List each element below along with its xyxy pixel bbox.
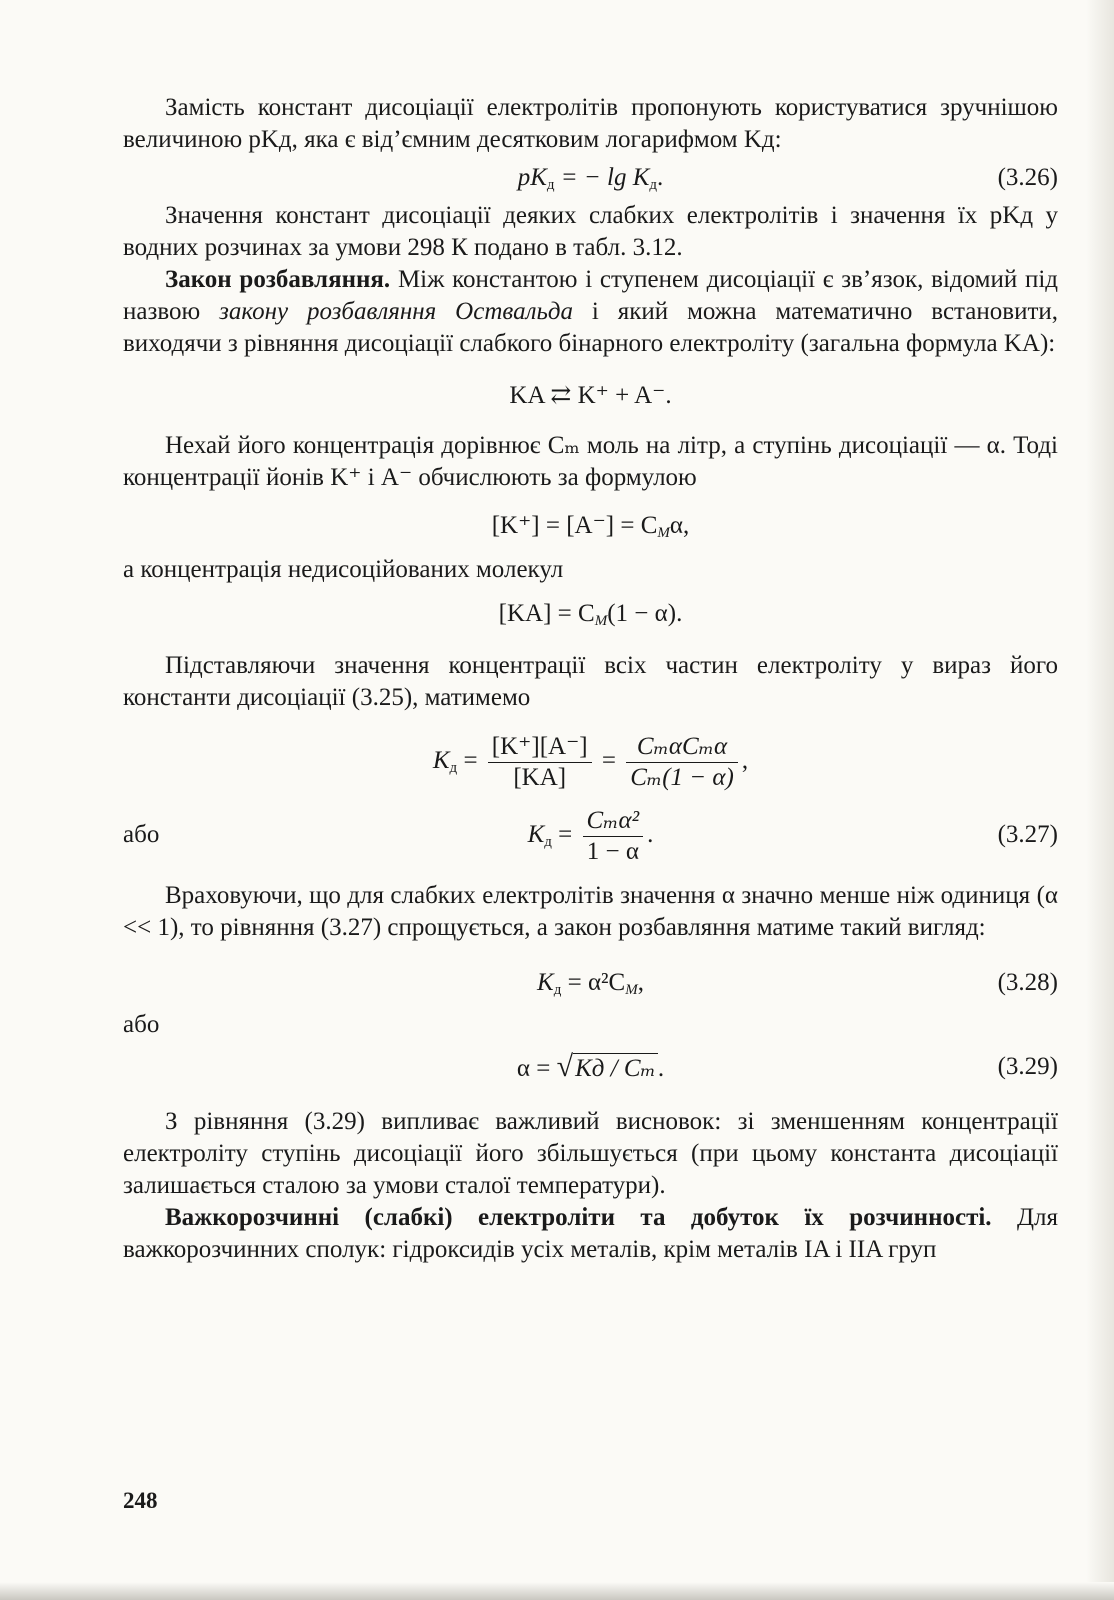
page-number: 248	[123, 1488, 158, 1513]
equation-3-28: $K_д = \alpha^2C_M$, (3.28)	[123, 958, 1058, 1008]
equation-kd-expanded: $K_д$ = $\frac{[K^+][A^-]}{[KA]}$ = $\frac{\text{CₘαCₘα}}{\text{Cₘ(1 − α)}}$ ,	[432, 732, 749, 791]
equation-ion-concentration: $[K^+] = [A^-] = C_M\alpha$,	[491, 512, 690, 541]
paragraph-9: Важкорозчинні (слабкі) електроліти та добуток їх розчинності. Для важкорозчинних сполук: гідроксидів усіх металів, крім металів IA і IIA груп	[123, 1204, 1059, 1263]
page-edge-shadow	[1086, 0, 1114, 1600]
equation-number: (3.26)	[997, 164, 1058, 191]
equation-3-26: $pK_д$ = − $\lg K_д$. (3.26)	[123, 156, 1058, 200]
equation-molecule-concentration: $[KA] = C_M(1 - \alpha)$.	[498, 600, 683, 629]
scan-bottom-edge	[0, 1582, 1114, 1600]
paragraph-8: З рівняння (3.29) випливає важливий висновок: зі зменшенням концентрації електроліту ступінь дисоціації його збільшується (при цьому константа дисоціації залишається сталою за умови сталої температури).	[123, 1108, 1058, 1199]
fraction: $\frac{\text{CₘαCₘα}}{\text{Cₘ(1 − α)}}$	[626, 732, 738, 793]
abo-label: або	[123, 821, 160, 848]
fraction: $\frac{\text{Cₘα²}}{1 - \alpha}$	[583, 806, 644, 867]
abo-line	[123, 1008, 1058, 1042]
paragraph-2: Значення констант дисоціації деяких слабких електролітів і значення їх pKд у водних розчинах за умови 298 К подано в табл. 3.12.	[123, 202, 1058, 261]
equation-number: (3.29)	[997, 1053, 1058, 1080]
paragraph-6: Підставляючи значення концентрації всіх частин електроліту у вираз його константи дисоціації (3.25), матимемо	[123, 652, 1058, 711]
paragraph-1: Замість констант дисоціації електролітів пропонують користуватися зручнішою величиною pKд, яка є від’ємним десятковим логарифмом Kд:	[123, 94, 1058, 153]
equation-number: (3.27)	[997, 821, 1058, 848]
equation-number: (3.28)	[997, 969, 1058, 996]
fraction: $\frac{[K^+][A^-]}{[KA]}$	[488, 732, 592, 793]
paragraph-7: Враховуючи, що для слабких електролітів значення α значно менше ніж одиниця (α << 1), то рівняння (3.27) спрощується, а закон розбавляння матиме такий вигляд:	[123, 882, 1058, 941]
sqrt-sign: √	[556, 1050, 574, 1083]
equation-dissociation: KA ⇄ K⁺ + A⁻.	[509, 382, 672, 409]
paragraph-3: Закон розбавляння. Між константою і ступенем дисоціації є зв’язок, відомий під назвою закону розбавляння Оствальда і який можна математично встановити, виходячи з рівняння дисоціації слабкого бінарного електроліту (загальна формула KA):	[123, 266, 1058, 357]
paragraph-5: а концентрація недисоційованих молекул	[123, 556, 564, 583]
abo-label: або	[123, 1011, 160, 1038]
equation-3-27: або $K_д$ = $\frac{\text{Cₘα²}}{1 - \alpha}$ . (3.27)	[123, 798, 1058, 872]
page-body	[123, 92, 1058, 1266]
paragraph-4: Нехай його концентрація дорівнює Cₘ моль на літр, а ступінь дисоціації — α. Тоді концентрації йонів K⁺ і A⁻ обчислюють за формулою	[123, 432, 1058, 491]
equation-3-29: α = √Kд / Cₘ. (3.29)	[123, 1042, 1058, 1092]
